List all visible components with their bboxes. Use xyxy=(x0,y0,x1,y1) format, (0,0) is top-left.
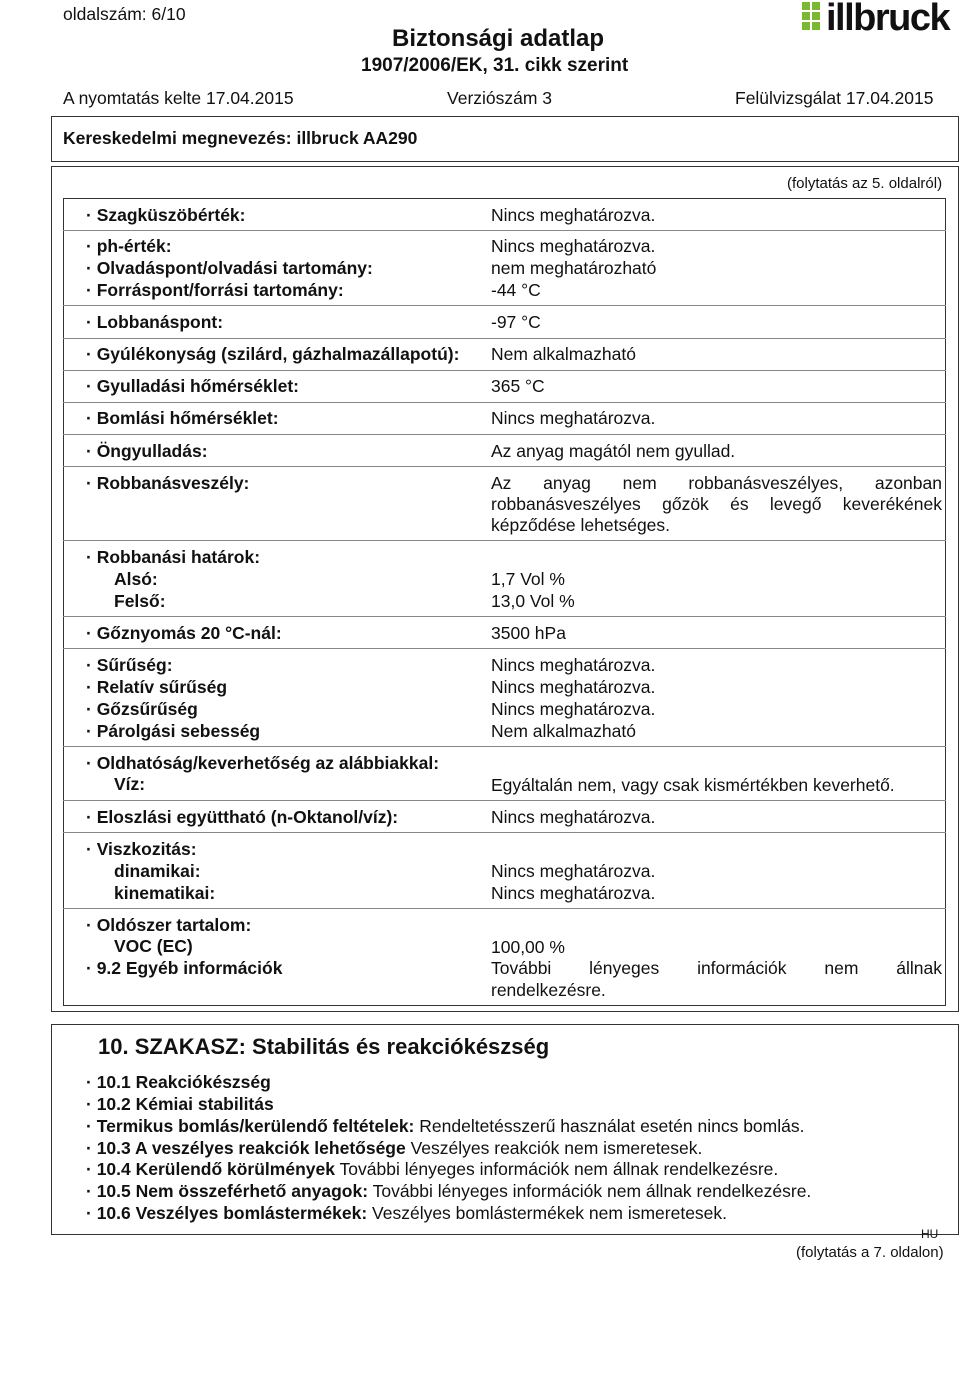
other-info-value-line1: További lényeges információk nem állnak xyxy=(491,958,942,978)
logo-square-icon xyxy=(802,22,810,30)
odour-threshold-label: · Szagküszöbérték: xyxy=(86,205,246,225)
other-info-label: · 9.2 Egyéb információk xyxy=(86,958,283,978)
other-info-value-line2: rendelkezésre. xyxy=(491,980,606,1000)
print-date: A nyomtatás kelte 17.04.2015 xyxy=(63,88,294,108)
continued-from: (folytatás az 5. oldalról) xyxy=(787,175,943,192)
kinematic-viscosity-label: kinematikai: xyxy=(114,883,216,903)
kinematic-viscosity-value: Nincs meghatározva. xyxy=(491,883,656,903)
relative-density-value: Nincs meghatározva. xyxy=(491,677,656,697)
row-divider xyxy=(63,305,946,306)
row-divider xyxy=(63,648,946,649)
explosion-danger-value-line3: képződése lehetséges. xyxy=(491,515,671,535)
viscosity-label: · Viszkozitás: xyxy=(86,839,197,859)
row-divider xyxy=(63,800,946,801)
logo-square-icon xyxy=(812,2,820,10)
continued-on: (folytatás a 7. oldalon) xyxy=(796,1244,944,1261)
incompatible-materials-label: · 10.5 Nem összeférhető anyagok: xyxy=(86,1181,369,1201)
row-divider xyxy=(63,908,946,909)
boiling-point-value: -44 °C xyxy=(491,280,541,300)
evaporation-rate-value: Nem alkalmazható xyxy=(491,721,636,741)
ph-value: Nincs meghatározva. xyxy=(491,236,656,256)
row-divider xyxy=(63,540,946,541)
vapour-pressure-value: 3500 hPa xyxy=(491,623,566,643)
ph-label: · ph-érték: xyxy=(86,236,172,256)
upper-limit-value: 13,0 Vol % xyxy=(491,591,575,611)
logo-square-icon xyxy=(802,2,810,10)
row-divider xyxy=(63,402,946,403)
explosion-danger-value-line1: Az anyag nem robbanásveszélyes, azonban xyxy=(491,473,942,493)
decomposition-temp-value: Nincs meghatározva. xyxy=(491,408,656,428)
explosion-danger-value-line2: robbanásveszélyes gőzök és levegő keverékének xyxy=(491,494,942,514)
vapour-density-value: Nincs meghatározva. xyxy=(491,699,656,719)
logo-square-icon xyxy=(812,22,820,30)
boiling-point-label: · Forráspont/forrási tartomány: xyxy=(86,280,344,300)
ignition-temp-label: · Gyulladási hőmérséklet: xyxy=(86,376,299,396)
dynamic-viscosity-label: dinamikai: xyxy=(114,861,201,881)
melting-point-value: nem meghatározható xyxy=(491,258,657,278)
thermal-decomposition-value: Rendeltetésszerű használat esetén nincs bomlás. xyxy=(414,1116,805,1136)
page-number: oldalszám: 6/10 xyxy=(63,4,186,24)
flash-point-value: -97 °C xyxy=(491,312,541,332)
water-value: Egyáltalán nem, vagy csak kismértékben keverhető. xyxy=(491,775,895,795)
decomposition-temp-label: · Bomlási hőmérséklet: xyxy=(86,408,279,428)
footer-divider xyxy=(904,1234,918,1235)
odour-threshold-value: Nincs meghatározva. xyxy=(491,205,656,225)
relative-density-label: · Relatív sűrűség xyxy=(86,677,228,697)
flammability-label: · Gyúlékonyság (szilárd, gázhalmazállapotú): xyxy=(86,344,460,364)
voc-label: VOC (EC) xyxy=(114,936,193,956)
trade-name: Kereskedelmi megnevezés: illbruck AA290 xyxy=(63,128,418,148)
upper-limit-label: Felső: xyxy=(114,591,166,611)
conditions-to-avoid-row xyxy=(86,1159,778,1180)
conditions-to-avoid-label: · 10.4 Kerülendő körülmények xyxy=(86,1159,335,1179)
solubility-label: · Oldhatóság/keverhetőség az alábbiakkal: xyxy=(86,753,440,773)
lower-limit-label: Alsó: xyxy=(114,569,158,589)
row-divider xyxy=(63,230,946,231)
evaporation-rate-label: · Párolgási sebesség xyxy=(86,721,261,741)
solvent-content-label: · Oldószer tartalom: xyxy=(86,915,252,935)
revision-date: Felülvizsgálat 17.04.2015 xyxy=(735,88,934,108)
flash-point-label: · Lobbanáspont: xyxy=(86,312,224,332)
decomposition-products-value: Veszélyes bomlástermékek nem ismeretesek. xyxy=(367,1203,728,1223)
row-divider xyxy=(63,434,946,435)
voc-value: 100,00 % xyxy=(491,937,565,957)
section10-title: 10. SZAKASZ: Stabilitás és reakciókészség xyxy=(98,1034,550,1059)
document-subtitle: 1907/2006/EK, 31. cikk szerint xyxy=(361,55,629,76)
row-divider xyxy=(63,370,946,371)
reactivity-label: · 10.1 Reakciókészség xyxy=(86,1072,271,1092)
hazardous-reactions-label: · 10.3 A veszélyes reakciók lehetősége xyxy=(86,1138,406,1158)
self-ignition-value: Az anyag magától nem gyullad. xyxy=(491,441,736,461)
language-code: HU xyxy=(921,1227,939,1241)
logo-text: illbruck xyxy=(826,0,950,39)
conditions-to-avoid-value: További lényeges információk nem állnak rendelkezésre. xyxy=(334,1159,779,1179)
lower-limit-value: 1,7 Vol % xyxy=(491,569,565,589)
hazardous-reactions-row xyxy=(86,1138,702,1159)
melting-point-label: · Olvadáspont/olvadási tartomány: xyxy=(86,258,373,278)
thermal-decomposition-label: · Termikus bomlás/kerülendő feltételek: xyxy=(86,1116,415,1136)
partition-coefficient-label: · Eloszlási együttható (n-Oktanol/víz): xyxy=(86,807,399,827)
document-title: Biztonsági adatlap xyxy=(392,25,605,52)
thermal-decomposition-row xyxy=(86,1116,804,1137)
row-divider xyxy=(63,338,946,339)
chemical-stability-label: · 10.2 Kémiai stabilitás xyxy=(86,1094,274,1114)
water-label: Víz: xyxy=(114,774,146,794)
explosion-limits-label: · Robbanási határok: xyxy=(86,547,261,567)
ignition-temp-value: 365 °C xyxy=(491,376,545,396)
self-ignition-label: · Öngyulladás: xyxy=(86,441,208,461)
row-divider xyxy=(63,832,946,833)
logo-square-icon xyxy=(812,12,820,20)
density-value: Nincs meghatározva. xyxy=(491,655,656,675)
row-divider xyxy=(63,746,946,747)
row-divider xyxy=(63,616,946,617)
dynamic-viscosity-value: Nincs meghatározva. xyxy=(491,861,656,881)
partition-coefficient-value: Nincs meghatározva. xyxy=(491,807,656,827)
vapour-density-label: · Gőzsűrűség xyxy=(86,699,198,719)
trade-name-box xyxy=(51,116,959,162)
density-label: · Sűrűség: xyxy=(86,655,173,675)
incompatible-materials-value: További lényeges információk nem állnak rendelkezésre. xyxy=(368,1181,812,1201)
hazardous-reactions-value: Veszélyes reakciók nem ismeretesek. xyxy=(405,1138,703,1158)
illbruck-logo xyxy=(802,2,960,40)
vapour-pressure-label: · Gőznyomás 20 °C-nál: xyxy=(86,623,282,643)
row-divider xyxy=(63,466,946,467)
version-number: Verziószám 3 xyxy=(447,88,553,108)
decomposition-products-row xyxy=(86,1203,727,1224)
explosion-danger-label: · Robbanásveszély: xyxy=(86,473,250,493)
decomposition-products-label: · 10.6 Veszélyes bomlástermékek: xyxy=(86,1203,368,1223)
incompatible-materials-row xyxy=(86,1181,811,1202)
logo-square-icon xyxy=(802,12,810,20)
flammability-value: Nem alkalmazható xyxy=(491,344,636,364)
